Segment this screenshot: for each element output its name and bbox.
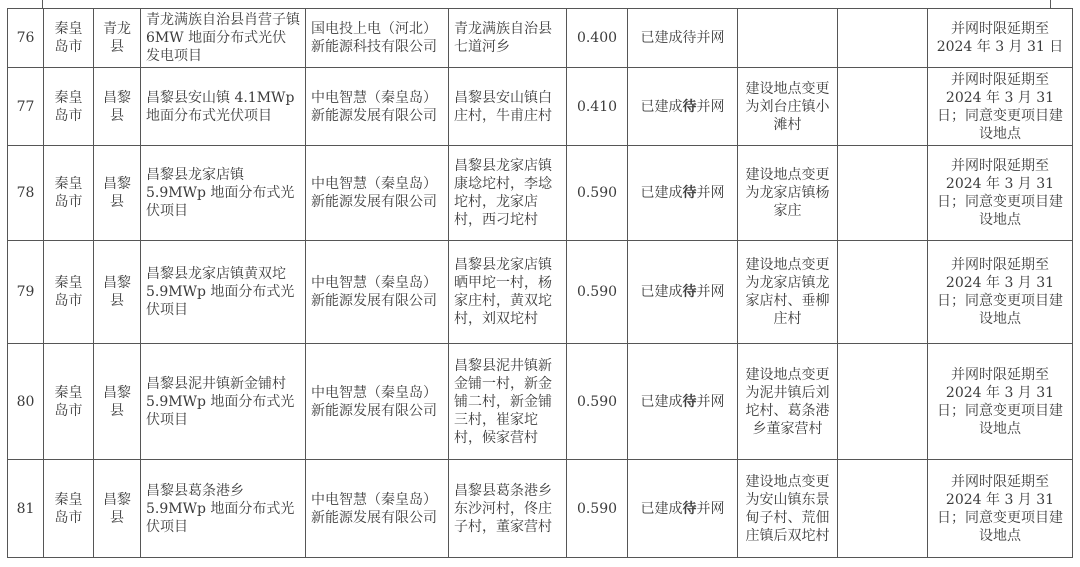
company-cell: 中电智慧（秦皇岛）新能源发展有限公司 [306, 460, 449, 558]
row-number: 81 [8, 460, 44, 558]
blank-cell [838, 460, 928, 558]
cutoff-row-border-right [1050, 0, 1051, 8]
city-cell: 秦皇岛市 [44, 68, 94, 146]
location-cell: 昌黎县龙家店镇康埝坨村，李埝坨村，龙家店村，西刁坨村 [449, 146, 567, 241]
blank-cell [838, 241, 928, 344]
status-bold-text: 待 [682, 185, 697, 201]
project-name-cell: 昌黎县安山镇 4.1MWp 地面分布式光伏项目 [141, 68, 306, 146]
county-cell: 昌黎县 [94, 344, 141, 460]
company-cell: 中电智慧（秦皇岛）新能源发展有限公司 [306, 68, 449, 146]
status-text: 已建成 [640, 185, 683, 201]
blank-cell [838, 68, 928, 146]
location-cell: 青龙满族自治县七道河乡 [449, 9, 567, 68]
remark-cell: 并网时限延期至 2024 年 3 月 31 日；同意变更项目建设地点 [928, 460, 1073, 558]
status-cell [628, 344, 738, 460]
pv-projects-table [7, 8, 1073, 558]
change-cell: 建设地点变更为安山镇东景甸子村、荒佃庄镇后双坨村 [738, 460, 838, 558]
city-cell: 秦皇岛市 [44, 241, 94, 344]
capacity-cell: 0.590 [567, 241, 628, 344]
county-cell: 昌黎县 [94, 460, 141, 558]
status-text: 已建成待并网 [640, 30, 725, 46]
cutoff-row-border-left [42, 0, 43, 8]
status-text: 并网 [696, 284, 725, 300]
status-text: 已建成 [640, 284, 683, 300]
remark-cell: 并网时限延期至 2024 年 3 月 31 日；同意变更项目建设地点 [928, 146, 1073, 241]
table-row-79 [8, 241, 1073, 344]
project-name-cell: 昌黎县葛条港乡 5.9MWp 地面分布式光伏项目 [141, 460, 306, 558]
location-cell: 昌黎县龙家店镇晒甲坨一村，杨家庄村，黄双坨村，刘双坨村 [449, 241, 567, 344]
row-number: 80 [8, 344, 44, 460]
location-cell: 昌黎县葛条港乡东沙河村，佟庄子村，董家营村 [449, 460, 567, 558]
remark-cell: 并网时限延期至 2024 年 3 月 31 日；同意变更项目建设地点 [928, 241, 1073, 344]
change-cell: 建设地点变更为龙家店镇杨家庄 [738, 146, 838, 241]
status-text: 并网 [696, 185, 725, 201]
county-cell: 昌黎县 [94, 241, 141, 344]
change-cell [738, 9, 838, 68]
status-cell [628, 460, 738, 558]
table-row-77 [8, 68, 1073, 146]
status-cell [628, 146, 738, 241]
status-cell [628, 241, 738, 344]
company-cell: 中电智慧（秦皇岛）新能源发展有限公司 [306, 146, 449, 241]
status-bold-text: 待 [682, 500, 697, 517]
company-cell: 中电智慧（秦皇岛）新能源发展有限公司 [306, 241, 449, 344]
blank-cell [838, 344, 928, 460]
county-cell: 昌黎县 [94, 146, 141, 241]
table-row-81 [8, 460, 1073, 558]
location-cell: 昌黎县安山镇白庄村，牛甫庄村 [449, 68, 567, 146]
status-text: 并网 [696, 500, 725, 517]
capacity-cell: 0.590 [567, 344, 628, 460]
row-number: 78 [8, 146, 44, 241]
blank-cell [838, 146, 928, 241]
change-cell: 建设地点变更为龙家店镇龙家店村、垂柳庄村 [738, 241, 838, 344]
remark-cell: 并网时限延期至 2024 年 3 月 31 日；同意变更项目建设地点 [928, 68, 1073, 146]
capacity-cell: 0.590 [567, 460, 628, 558]
table-row-80 [8, 344, 1073, 460]
status-bold-text: 待 [682, 284, 697, 300]
project-name-cell: 昌黎县泥井镇新金铺村 5.9MWp 地面分布式光伏项目 [141, 344, 306, 460]
city-cell: 秦皇岛市 [44, 460, 94, 558]
location-cell: 昌黎县泥井镇新金铺一村，新金铺二村，新金铺三村，崔家坨村，候家营村 [449, 344, 567, 460]
project-name-cell: 昌黎县龙家店镇黄双坨 5.9MWp 地面分布式光伏项目 [141, 241, 306, 344]
county-cell: 昌黎县 [94, 68, 141, 146]
status-bold-text: 待 [682, 98, 697, 115]
capacity-cell: 0.400 [567, 9, 628, 68]
row-number: 76 [8, 9, 44, 68]
status-cell [628, 9, 738, 68]
city-cell: 秦皇岛市 [44, 146, 94, 241]
capacity-cell: 0.410 [567, 68, 628, 146]
county-cell: 青龙县 [94, 9, 141, 68]
row-number: 79 [8, 241, 44, 344]
project-name-cell: 青龙满族自治县肖营子镇 6MW 地面分布式光伏发电项目 [141, 9, 306, 68]
status-text: 已建成 [640, 98, 683, 115]
city-cell: 秦皇岛市 [44, 9, 94, 68]
status-text: 已建成 [640, 393, 683, 410]
remark-cell: 并网时限延期至 2024 年 3 月 31 日；同意变更项目建设地点 [928, 344, 1073, 460]
status-text: 并网 [696, 98, 725, 115]
row-number: 77 [8, 68, 44, 146]
change-cell: 建设地点变更为刘台庄镇小滩村 [738, 68, 838, 146]
table-row-76 [8, 9, 1073, 68]
capacity-cell: 0.590 [567, 146, 628, 241]
company-cell: 国电投上电（河北）新能源科技有限公司 [306, 9, 449, 68]
status-bold-text: 待 [682, 393, 697, 410]
company-cell: 中电智慧（秦皇岛）新能源发展有限公司 [306, 344, 449, 460]
status-cell [628, 68, 738, 146]
change-cell: 建设地点变更为泥井镇后刘坨村、葛条港乡董家营村 [738, 344, 838, 460]
status-text: 并网 [696, 393, 725, 410]
table-row-78 [8, 146, 1073, 241]
project-name-cell: 昌黎县龙家店镇 5.9MWp 地面分布式光伏项目 [141, 146, 306, 241]
remark-cell: 并网时限延期至 2024 年 3 月 31 日 [928, 9, 1073, 68]
city-cell: 秦皇岛市 [44, 344, 94, 460]
status-text: 已建成 [640, 500, 683, 517]
blank-cell [838, 9, 928, 68]
